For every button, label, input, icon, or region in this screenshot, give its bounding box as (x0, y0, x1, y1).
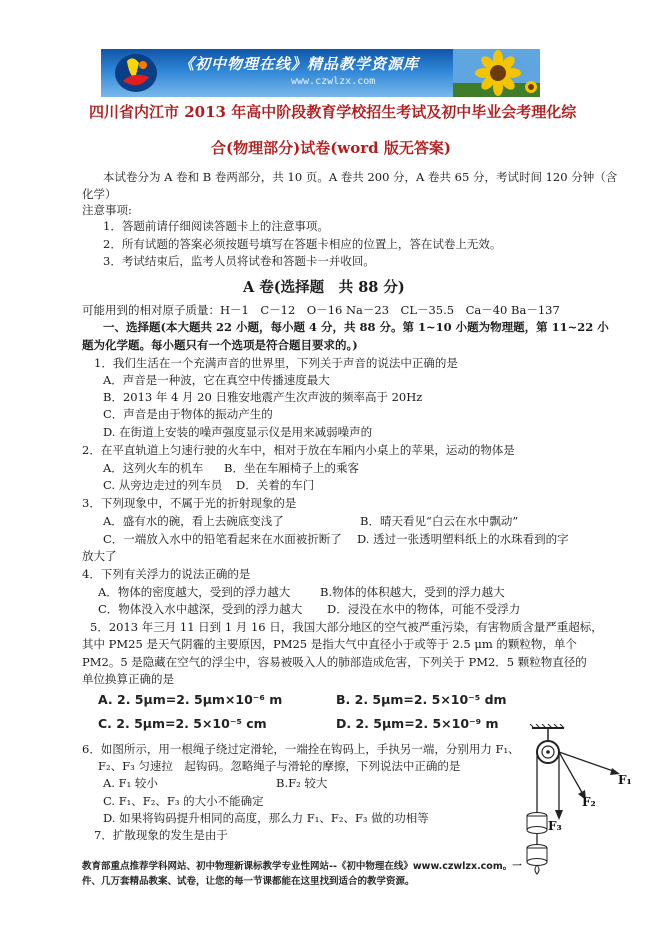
q1-option-c: C．声音是由于物体的振动产生的 (103, 407, 273, 421)
q5-line2: 其中 PM25 是天气阴霾的主要原因，PM25 是指大气中直径小于或等于 2.5 μm 的颗粒物，单个 (82, 637, 577, 651)
section-a-heading: A 卷(选择题 共 88 分) (243, 279, 405, 296)
q2-option-d: D．关着的车门 (236, 478, 315, 492)
pulley-diagram (512, 724, 652, 884)
q3-option-c: C．一端放入水中的铅笔看起来在水面被折断了 (103, 532, 342, 546)
q1-option-d: D. 在街道上安装的噪声强度显示仪是用来减弱噪声的 (103, 425, 373, 439)
logo-icon (113, 51, 159, 95)
q6-option-a: A. F₁ 较小 (103, 776, 158, 790)
q3-option-a: A．盛有水的碗，看上去碗底变浅了 (103, 514, 284, 528)
q5-option-d: D. 2. 5μm=2. 5×10⁻⁹ m (336, 716, 499, 731)
doc-title-line2: 合(物理部分)试卷(word 版无答案) (211, 139, 451, 157)
q6-option-c: C. F₁、F₂、F₃ 的大小不能确定 (103, 794, 264, 808)
q1-option-a: A．声音是一种波，它在真空中传播速度最大 (103, 373, 330, 387)
footer-line2: 件、几万套精品教案、试卷，让您的每一节课都能在这里找到适合的教学资源。 (82, 876, 415, 887)
q4-option-a: A．物体的密度越大，受到的浮力越大 (98, 585, 291, 599)
q3-option-b: B．晴天看见“白云在水中飘动” (360, 514, 519, 528)
q5-line4: 单位换算正确的是 (82, 672, 174, 686)
q3-stem: 3．下列现象中，不属于光的折射现象的是 (82, 496, 297, 510)
q6-line1: 6．如图所示，用一根绳子绕过定滑轮，一端拴在钩码上，手执另一端，分别用力 F₁、 (82, 742, 520, 756)
header-banner (101, 49, 540, 97)
q1-stem: 1．我们生活在一个充满声音的世界里，下列关于声音的说法中正确的是 (94, 356, 458, 370)
q4-option-b: B.物体的体积越大，受到的浮力越大 (320, 585, 505, 599)
doc-title-line1: 四川省内江市 2013 年高中阶段教育学校招生考试及初中毕业会考理化综 (89, 103, 577, 121)
q6-line2: F₂、F₃ 匀速拉 起钩码。忽略绳子与滑轮的摩擦，下列说法中正确的是 (98, 759, 461, 773)
label-f3: F₃ (548, 819, 562, 833)
part1-instructions-line2: 题为化学题。每小题只有一个选项是符合题目要求的。) (82, 338, 358, 352)
part1-instructions-line1: 一、选择题(本大题共 22 小题，每小题 4 分，共 88 分。第 1~10 小题为物理题，第 11~22 小 (103, 320, 609, 334)
q4-option-c: C．物体没入水中越深，受到的浮力越大 (98, 602, 303, 616)
sunflower-icon (453, 49, 540, 97)
label-f1: F₁ (618, 773, 632, 787)
q5-option-c: C. 2. 5μm=2. 5×10⁻⁵ cm (98, 716, 267, 731)
intro-line2: 化学） (82, 187, 117, 201)
q3-option-d-cont: 放大了 (82, 549, 117, 563)
banner-title: 《初中物理在线》精品教学资源库 (179, 55, 420, 73)
q2-option-a: A．这列火车的机车 (103, 461, 204, 475)
footer-line1: 教育部重点推荐学科网站、初中物理新课标教学专业性网站--《初中物理在线》www.czwlzx.com。一 (82, 861, 522, 872)
q5-line3: PM2。5 是隐藏在空气的浮尘中，容易被吸入人的肺部造成危害，下列关于 PM2．5 颗粒物直径的 (82, 655, 587, 669)
q2-stem: 2．在平直轨道上匀速行驶的火车中，相对于放在车厢内小桌上的苹果，运动的物体是 (82, 443, 515, 457)
atomic-masses: 可能用到的相对原子质量：H－1 C－12 O－16 Na－23 CL－35.5 Ca－40 Ba－137 (82, 303, 560, 317)
note-item: 3．考试结束后，监考人员将试卷和答题卡一并收回。 (103, 254, 375, 268)
label-f2: F₂ (582, 795, 596, 809)
q3-option-d: D. 透过一张透明塑料纸上的水珠看到的字 (357, 532, 569, 546)
banner-url: www.czwlzx.com (291, 76, 376, 87)
q4-option-d: D．浸没在水中的物体，可能不受浮力 (327, 602, 521, 616)
notes-heading: 注意事项: (82, 203, 132, 217)
q2-option-b: B．坐在车厢椅子上的乘客 (224, 461, 359, 475)
q6-option-d: D. 如果将钩码提升相同的高度，那么力 F₁、F₂、F₃ 做的功相等 (103, 811, 429, 825)
q5-option-b: B. 2. 5μm=2. 5×10⁻⁵ dm (336, 692, 507, 707)
q6-option-b: B.F₂ 较大 (276, 776, 328, 790)
q5-line1: 5．2013 年三月 11 日到 1 月 16 日，我国大部分地区的空气被严重污染，有害物质含量严重超标， (90, 620, 603, 634)
q1-option-b: B．2013 年 4 月 20 日雅安地震产生次声波的频率高于 20Hz (103, 390, 423, 404)
intro-line1: 本试卷分为 A 卷和 B 卷两部分，共 10 页。A 卷共 200 分，A 卷共 65 分，考试时间 120 分钟（含 (103, 170, 618, 184)
q7-stem: 7．扩散现象的发生是由于 (94, 828, 228, 842)
q5-option-a: A. 2. 5μm=2. 5μm×10⁻⁶ m (98, 692, 283, 707)
q2-option-c: C. 从旁边走过的列车员 (103, 478, 223, 492)
note-item: 2．所有试题的答案必须按题号填写在答题卡相应的位置上，答在试卷上无效。 (103, 237, 502, 251)
q4-stem: 4．下列有关浮力的说法正确的是 (82, 567, 251, 581)
note-item: 1．答题前请仔细阅读答题卡上的注意事项。 (103, 219, 329, 233)
